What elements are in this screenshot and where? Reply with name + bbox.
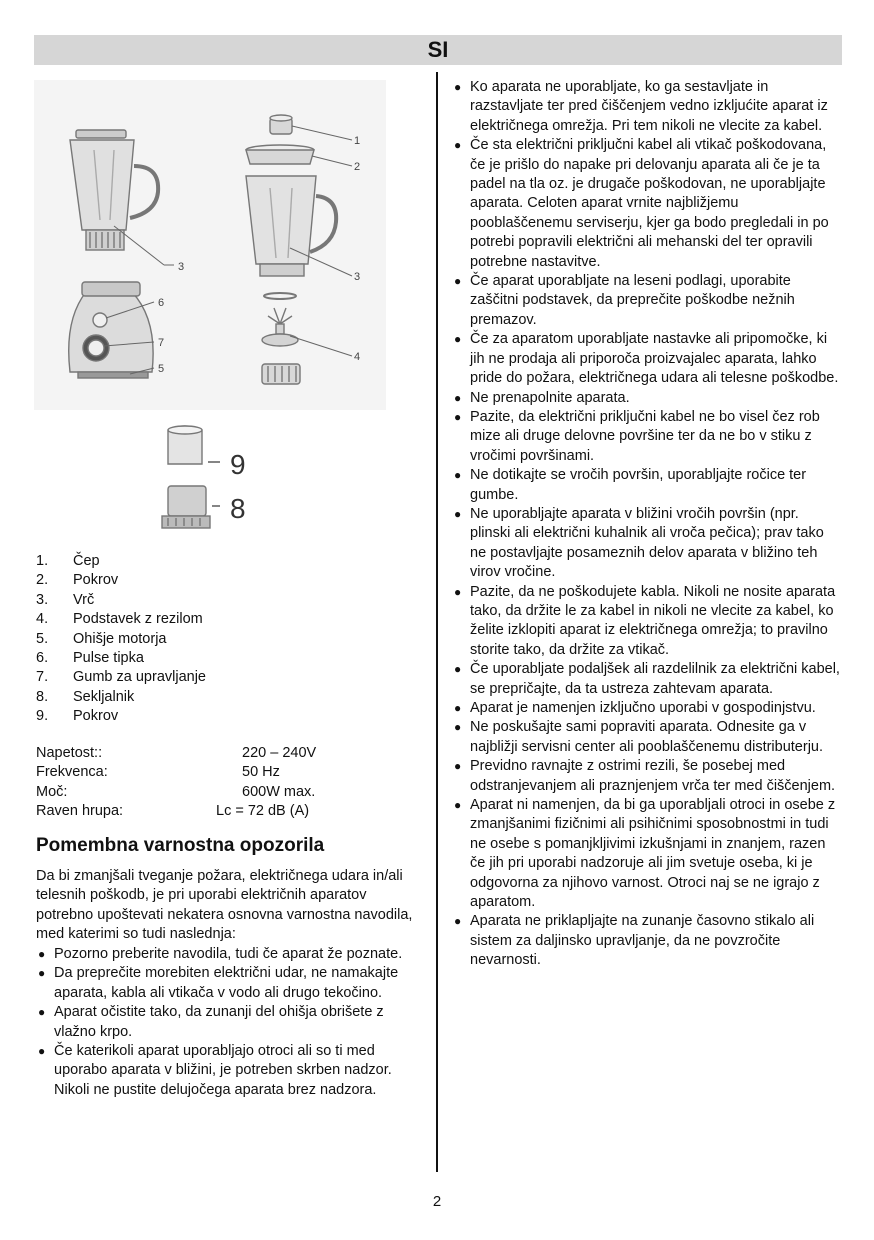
list-item: ● Ne uporabljajte aparata v bližini vročih površin (npr. plinski ali električni kuhalnik ali vroča pečica); prav tako ne postavljajte posameznih delov aparata v bližino teh virov vročine. — [454, 505, 824, 581]
list-item: ● Ne prenapolnite aparata. — [454, 389, 630, 406]
safety-list-right — [450, 78, 842, 971]
list-item: ● Če sta električni priključni kabel ali vtikač poškodovana, če je prišlo do napake pri delovanju aparata ali če je ta padel na tla oz. je drugače poškodovan, ne uporabljajte aparata. Celoten aparat vrnite najbližjemu pooblaščenemu serviserju, kjer ga bodo pregledali in po potrebi popravili električni ali mehanski del ter opravili potrebne nastavitve. — [454, 137, 829, 270]
blade-base-ring — [262, 364, 300, 384]
list-item: ● Pazite, da ne poškodujete kabla. Nikoli ne nosite aparata tako, da držite le za kabel in nikoli ne vlecite za kabel, ko želite izklopiti aparat iz električnega omrežja; to pravilno storite tako, da držite za vtikač. — [454, 583, 836, 658]
list-item: ● Ne dotikajte se vročih površin, uporabljajte ročice ter gumbe. — [454, 467, 807, 503]
safety-intro: Da bi zmanjšali tveganje požara, električnega udara in/ali telesnih poškodb, je pri uporabi električnih aparatov potrebno upoštevati nekatera osnovna varnostna navodila, med katerimi so tudi naslednja: — [36, 868, 413, 943]
label-6: 6 — [158, 297, 165, 309]
list-item: ● Če aparat uporabljate na leseni podlagi, uporabite zaščitni podstavek, da preprečite poškodbe nežnih premazov. — [454, 273, 795, 328]
list-item: ● Pazite, da električni priključni kabel ne bo visel čez rob mize ali druge delovne površine ter da ne bo v stiku z vročimi površinami. — [454, 408, 820, 464]
list-item: ● Če za aparatom uporabljate nastavke ali pripomočke, ki jih ne prodaja ali priporoča proizvajalec aparata, lahko pride do požara, električnega udara ali telesne poškodbe. — [454, 331, 839, 387]
list-item: 3. Vrč — [36, 591, 95, 608]
list-item: 1. Čep — [36, 553, 100, 569]
label-9: 9 — [230, 449, 246, 480]
label-4: 4 — [354, 351, 361, 363]
list-item: 8. Sekljalnik — [36, 688, 135, 705]
language-header-bar — [34, 35, 842, 65]
language-code: SI — [427, 37, 449, 62]
spec-row-noise: Raven hrupa: Lc = 72 dB (A) — [36, 803, 310, 820]
spec-row-voltage: Napetost:: 220 – 240V — [36, 745, 317, 761]
list-item: 9. Pokrov — [36, 708, 119, 725]
spec-row-power: Moč: 600W max. — [36, 783, 316, 800]
list-item: ● Previdno ravnajte z ostrimi rezili, še posebej med odstranjevanjem ali praznjenjem vrča ter med čiščenjem. — [454, 758, 836, 794]
label-7: 7 — [158, 337, 165, 349]
list-item: ● Aparat ni namenjen, da bi ga uporabljali otroci in osebe z zmanjšanimi fizičnimi ali psihičnimi sposobnostmi in tudi ne osebe s pomanjkljivimi izkušnjami in znanjem, razen če jih pri uporabi nadzoruje ali jim svetuje oseba, ki je odgovorna za njihovo varnost. Otroci naj se ne igrajo z aparatom. — [454, 797, 836, 911]
label-3-right: 3 — [354, 271, 361, 283]
spec-row-frequency: Frekvenca: 50 Hz — [36, 764, 280, 781]
label-2: 2 — [354, 161, 361, 173]
list-item: 5. Ohišje motorja — [36, 630, 167, 647]
list-item: ● Da preprečite morebiten električni udar, ne namakajte aparata, kabla ali vtikača v vodo ali drugo tekočino. — [38, 965, 399, 1001]
specifications — [36, 744, 376, 822]
label-3-left: 3 — [178, 261, 185, 273]
list-item: ● Če uporabljate podaljšek ali razdelilnik za električni kabel, se prepričajte, da ta ustreza zahtevam aparata. — [454, 661, 840, 697]
page-number: 2 — [432, 1193, 442, 1210]
list-item: ● Če katerikoli aparat uporabljajo otroci ali so ti med uporabo aparata v bližini, je potreben skrben nadzor. Nikoli ne pustite delujočega aparata brez nadzora. — [38, 1043, 392, 1098]
column-divider — [436, 72, 438, 1172]
safety-list-left — [34, 945, 424, 1100]
label-5: 5 — [158, 363, 165, 375]
list-item: ● Ne poskušajte sami popraviti aparata. Odnesite ga v najbližji servisni center ali pooblaščenemu distributerju. — [454, 719, 824, 755]
list-item: ● Ko aparata ne uporabljate, ko ga sestavljate in razstavljate ter pred čiščenjem vedno izkljućite aparat iz električnega omrežja. Pri tem nikoli ne vlecite za kabel. — [454, 79, 828, 134]
safety-section-title: Pomembna varnostna opozorila — [36, 835, 325, 856]
label-1: 1 — [354, 135, 361, 147]
chopper-bowl-part — [162, 486, 210, 528]
list-item: 7. Gumb za upravljanje — [36, 669, 206, 686]
chopper-lid-part — [168, 426, 202, 464]
list-item: ● Aparat očistite tako, da zunanji del ohišja obrišete z vlažno krpo. — [38, 1004, 384, 1040]
blender-diagram — [34, 80, 386, 410]
list-item: ● Pozorno preberite navodila, tudi če aparat že poznate. — [38, 946, 403, 962]
list-item: 6. Pulse tipka — [36, 649, 144, 666]
label-8: 8 — [230, 493, 246, 524]
list-item: 2. Pokrov — [36, 572, 119, 589]
chopper-diagram — [150, 420, 270, 542]
list-item: ● Aparata ne priklapljajte na zunanje časovno stikalo ali sistem za daljinsko upravljanje, da ne povzročite nevarnosti. — [454, 913, 815, 969]
cap-part — [270, 115, 292, 134]
list-item: ● Aparat je namenjen izključno uporabi v gospodinjstvu. — [454, 700, 816, 716]
parts-list — [36, 552, 206, 727]
list-item: 4. Podstavek z rezilom — [36, 611, 203, 628]
lid-part — [246, 145, 314, 164]
